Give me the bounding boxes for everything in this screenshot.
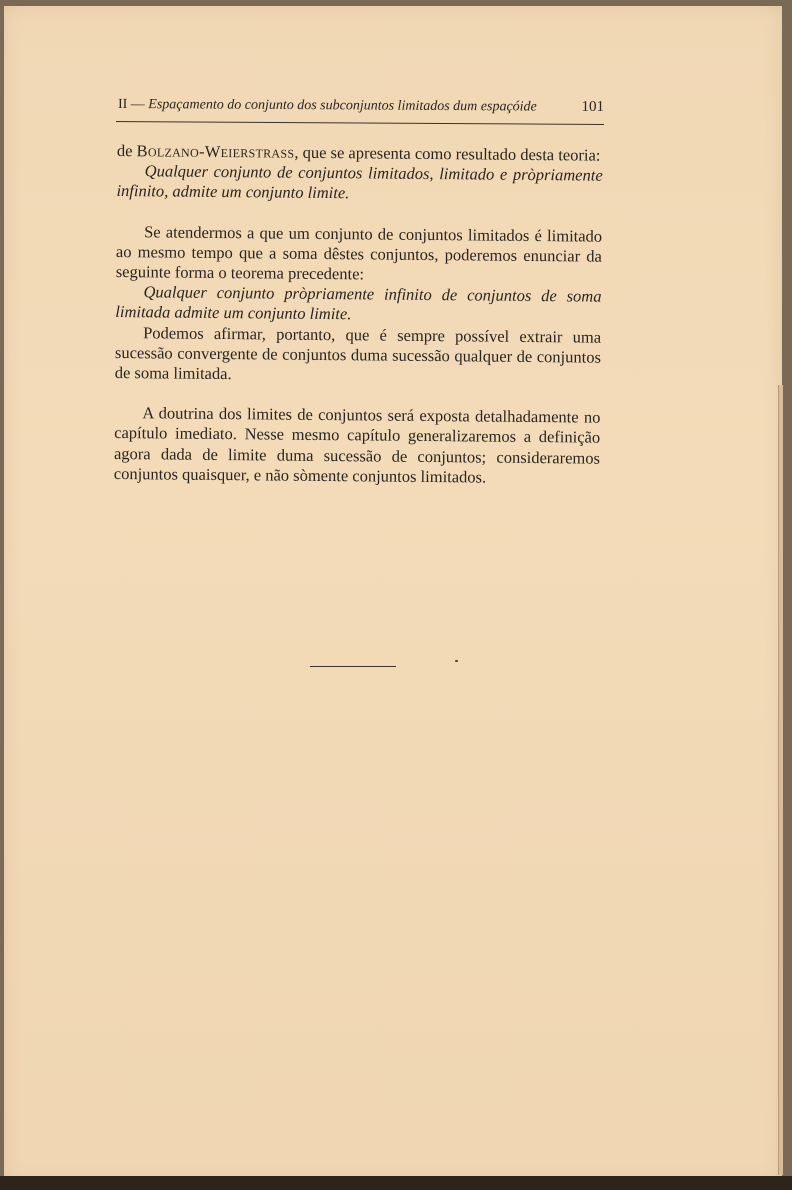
page-edge-bottom [0,1176,792,1190]
theorem-statement-2: Qualquer conjunto pròpriamente infinito de conjuntos de soma limitada admite um conjunto limite. [115,282,602,324]
body-text [114,141,603,489]
section-end-rule [310,666,396,667]
paragraph-6: A doutrina dos limites de conjuntos será exposta detalhadamente no capítulo imediato. Nesse mesmo capítulo generalizaremos a definição agora dada de limite duma sucessão de conjuntos; consideraremos conjuntos quaisquer, e não sòmente conjuntos limitados. [113,403,601,487]
page-edge-right [778,385,783,1175]
paragraph-5: Podemos afirmar, portanto, que é sempre possível extrair uma sucessão convergente de conjuntos duma sucessão qualquer de conjuntos de soma limitada. [114,322,602,384]
paragraph-1-suffix: , que se apresenta como resultado desta teoria: [294,142,601,165]
chapter-title: Espaçamento do conjunto dos subconjuntos limitados dum espaçóide [148,97,537,115]
running-head-title-group [118,97,537,116]
page-number: 101 [581,98,605,115]
paragraph-3: Se atendermos a que um conjunto de conjuntos limitados é limitado ao mesmo tempo que a soma dêstes conjuntos, poderemos enunciar da seguinte forma o teorema precedente: [115,221,603,284]
theorem-statement-1: Qualquer conjunto de conjuntos limitados, limitado e pròpriamente infinito, admite um conjunto limite. [116,161,603,203]
paper-speck [455,660,458,662]
paragraph-1-prefix: de [116,141,137,161]
chapter-number: II — [117,97,145,113]
author-name: Bolzano-Weierstrass [136,141,295,162]
running-head [118,96,604,116]
